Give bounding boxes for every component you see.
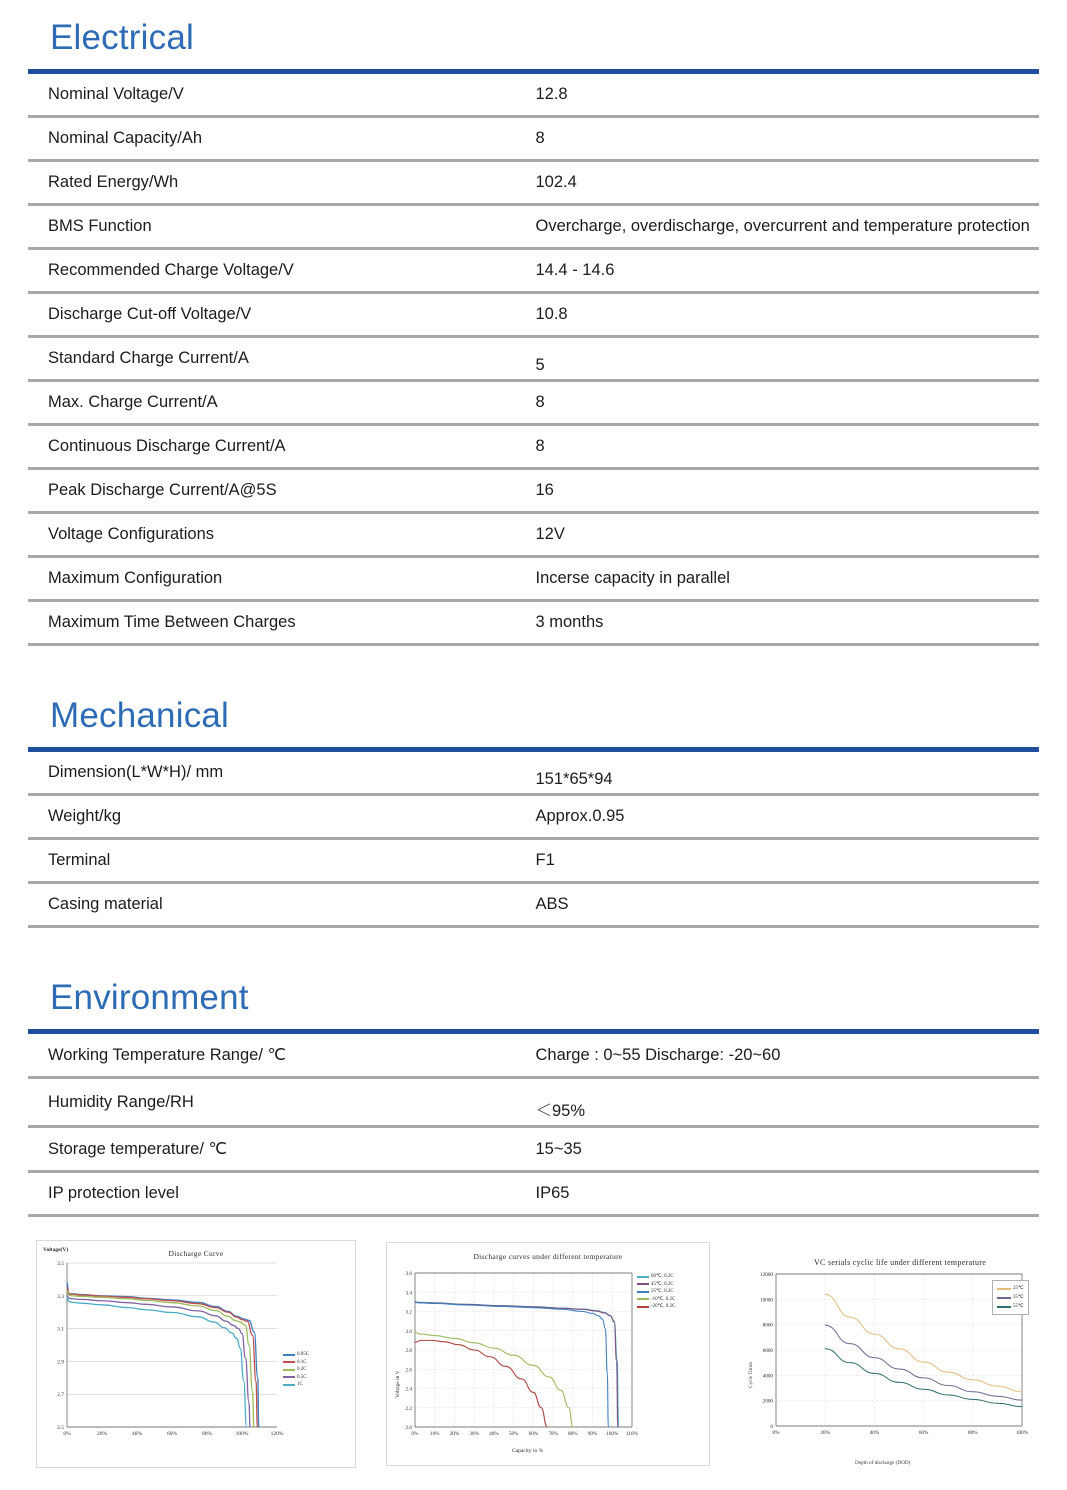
table-row (28, 795, 1039, 839)
spec-value: Overcharge, overdischarge, overcurrent and temperature protection (534, 205, 1040, 249)
legend-swatch (637, 1291, 649, 1293)
table-row (28, 293, 1039, 337)
spec-value: 8 (534, 381, 1040, 425)
svg-text:2000: 2000 (762, 1398, 773, 1405)
legend-item (637, 1303, 675, 1311)
chart3-xlabel: Depth of discharge (DOD) (855, 1460, 911, 1466)
chart2-legend (637, 1273, 675, 1311)
table-row (28, 752, 1039, 795)
legend-swatch (637, 1298, 649, 1300)
legend-label: -20℃, 0.2C (651, 1304, 676, 1309)
spec-label: Recommended Charge Voltage/V (28, 249, 534, 293)
spec-label: Nominal Capacity/Ah (28, 117, 534, 161)
legend-item (997, 1293, 1024, 1302)
legend-label: 0.5C (297, 1374, 307, 1380)
svg-text:3.2: 3.2 (405, 1309, 412, 1316)
legend-label: 1C (297, 1382, 303, 1387)
chart1-title: Discharge Curve (168, 1249, 224, 1258)
svg-text:8000: 8000 (762, 1322, 773, 1329)
spec-label: Maximum Configuration (28, 557, 534, 601)
spec-label: Max. Charge Current/A (28, 381, 534, 425)
table-row (28, 839, 1039, 883)
svg-text:90%: 90% (587, 1431, 598, 1437)
chart1-ylabel: Voltage(V) (43, 1247, 69, 1253)
spec-table-mechanical (28, 747, 1039, 928)
table-row (28, 249, 1039, 293)
svg-text:12000: 12000 (760, 1272, 773, 1278)
svg-text:80%: 80% (568, 1431, 578, 1437)
spec-label: Voltage Configurations (28, 513, 534, 557)
spec-value: Incerse capacity in parallel (534, 557, 1040, 601)
svg-text:60%: 60% (918, 1430, 929, 1436)
spec-value: 5 (534, 337, 1040, 381)
legend-swatch (283, 1369, 295, 1371)
spec-table-environment (28, 1029, 1039, 1217)
spec-label: Dimension(L*W*H)/ mm (28, 752, 534, 795)
table-row (28, 883, 1039, 927)
legend-item (997, 1284, 1024, 1293)
spec-label: Continuous Discharge Current/A (28, 425, 534, 469)
table-row (28, 425, 1039, 469)
svg-text:60%: 60% (166, 1431, 178, 1437)
svg-text:120%: 120% (270, 1431, 284, 1437)
svg-text:50%: 50% (508, 1431, 519, 1437)
spec-label: Standard Charge Current/A (28, 337, 534, 381)
legend-item (283, 1351, 309, 1359)
table-row (28, 74, 1039, 117)
table-row (28, 557, 1039, 601)
spec-value: 102.4 (534, 161, 1040, 205)
svg-text:3.6: 3.6 (405, 1271, 412, 1277)
svg-text:3.4: 3.4 (405, 1290, 412, 1297)
spec-label: BMS Function (28, 205, 534, 249)
table-row (28, 337, 1039, 381)
legend-item (637, 1273, 675, 1281)
legend-item (283, 1359, 309, 1367)
legend-label: 25℃ (1013, 1286, 1024, 1291)
spec-label: Storage temperature/ ℃ (28, 1127, 534, 1172)
legend-item (283, 1374, 309, 1382)
chart-discharge-curve (36, 1240, 356, 1468)
legend-swatch (283, 1384, 295, 1386)
section-title-electrical: Electrical (50, 18, 194, 57)
svg-text:0: 0 (770, 1424, 773, 1430)
svg-text:40%: 40% (131, 1431, 143, 1437)
chart2-ylabel: Voltage in V (395, 1370, 401, 1398)
spec-label: Terminal (28, 839, 534, 883)
spec-label: Discharge Cut-off Voltage/V (28, 293, 534, 337)
svg-text:0%: 0% (63, 1431, 71, 1437)
legend-label: 0.1C (297, 1359, 307, 1365)
svg-text:70%: 70% (548, 1431, 558, 1437)
legend-swatch (637, 1283, 649, 1285)
svg-text:3.1: 3.1 (57, 1326, 64, 1333)
spec-label: Weight/kg (28, 795, 534, 839)
svg-text:0%: 0% (772, 1430, 780, 1436)
svg-text:20%: 20% (449, 1431, 460, 1437)
table-row (28, 1078, 1039, 1127)
section-title-environment: Environment (50, 978, 249, 1017)
legend-label: 35℃ (1013, 1295, 1024, 1300)
chart-cycle-life (740, 1236, 1060, 1468)
spec-label: Rated Energy/Wh (28, 161, 534, 205)
svg-text:110%: 110% (626, 1431, 638, 1437)
legend-item (637, 1288, 675, 1296)
svg-text:2.0: 2.0 (405, 1425, 412, 1431)
chart2-title: Discharge curves under different temperature (473, 1252, 623, 1261)
legend-swatch (637, 1306, 649, 1308)
legend-item (637, 1296, 675, 1304)
chart-discharge-temperature (386, 1242, 710, 1466)
chart3-ylabel: Cycle Times (748, 1361, 754, 1388)
section-mechanical (28, 698, 1039, 928)
svg-text:2.7: 2.7 (57, 1392, 64, 1399)
svg-text:80%: 80% (968, 1430, 978, 1436)
spec-label: Working Temperature Range/ ℃ (28, 1034, 534, 1078)
legend-swatch (283, 1361, 295, 1363)
svg-text:3.0: 3.0 (405, 1328, 412, 1335)
spec-value: 8 (534, 425, 1040, 469)
chart3-legend (992, 1280, 1029, 1315)
table-row (28, 1127, 1039, 1172)
table-row (28, 161, 1039, 205)
spec-value: ＜95% (534, 1078, 1040, 1127)
svg-text:6000: 6000 (762, 1348, 773, 1354)
svg-text:3.5: 3.5 (57, 1261, 64, 1267)
legend-item (283, 1381, 309, 1389)
legend-item (637, 1281, 675, 1289)
spec-label: Humidity Range/RH (28, 1078, 534, 1127)
svg-text:60%: 60% (528, 1431, 539, 1437)
spec-value: F1 (534, 839, 1040, 883)
svg-text:3.3: 3.3 (57, 1293, 64, 1300)
legend-label: 55℃ (1013, 1304, 1024, 1309)
svg-text:2.8: 2.8 (405, 1348, 412, 1354)
legend-swatch (283, 1354, 295, 1356)
svg-text:30%: 30% (469, 1431, 479, 1437)
svg-text:40%: 40% (869, 1430, 880, 1436)
table-row (28, 205, 1039, 249)
legend-label: 45℃, 0.2C (651, 1281, 674, 1287)
section-environment (28, 980, 1039, 1217)
svg-text:80%: 80% (201, 1431, 213, 1437)
legend-swatch (283, 1376, 295, 1378)
table-row (28, 1034, 1039, 1078)
chart1-legend (283, 1351, 309, 1389)
svg-text:2.9: 2.9 (57, 1359, 64, 1366)
spec-label: Peak Discharge Current/A@5S (28, 469, 534, 513)
spec-value: Charge : 0~55 Discharge: -20~60 (534, 1034, 1040, 1078)
spec-value: 15~35 (534, 1127, 1040, 1172)
legend-swatch (997, 1306, 1011, 1308)
spec-label: Maximum Time Between Charges (28, 601, 534, 645)
spec-value: 151*65*94 (534, 752, 1040, 795)
spec-value: Approx.0.95 (534, 795, 1040, 839)
svg-text:20%: 20% (820, 1430, 830, 1436)
svg-text:10000: 10000 (760, 1297, 773, 1304)
spec-value: 10.8 (534, 293, 1040, 337)
legend-item (283, 1366, 309, 1374)
svg-text:2.2: 2.2 (405, 1405, 412, 1412)
legend-label: 0.2C (297, 1367, 307, 1372)
spec-value: 8 (534, 117, 1040, 161)
spec-value: 12.8 (534, 74, 1040, 117)
svg-text:20%: 20% (96, 1431, 108, 1437)
legend-label: 60℃, 0.2C (651, 1274, 674, 1279)
legend-swatch (997, 1297, 1011, 1299)
table-row (28, 469, 1039, 513)
spec-value: ABS (534, 883, 1040, 927)
legend-swatch (637, 1276, 649, 1278)
svg-text:100%: 100% (606, 1431, 619, 1437)
table-row (28, 1172, 1039, 1216)
svg-text:2.6: 2.6 (405, 1367, 412, 1374)
legend-label: 25℃, 0.2C (651, 1289, 674, 1294)
table-row (28, 381, 1039, 425)
spec-value: 16 (534, 469, 1040, 513)
svg-text:100%: 100% (235, 1431, 249, 1437)
spec-label: Casing material (28, 883, 534, 927)
chart2-xlabel: Capacity in % (512, 1448, 544, 1454)
svg-text:2.5: 2.5 (57, 1425, 64, 1431)
table-row (28, 513, 1039, 557)
svg-text:4000: 4000 (762, 1373, 773, 1380)
spec-table-electrical (28, 69, 1039, 646)
svg-text:2.4: 2.4 (405, 1386, 412, 1393)
chart3-title: VC serials cyclic life under different temperature (813, 1258, 987, 1267)
spec-value: 12V (534, 513, 1040, 557)
spec-value: IP65 (534, 1172, 1040, 1216)
legend-swatch (997, 1288, 1011, 1290)
svg-text:40%: 40% (489, 1431, 499, 1437)
table-row (28, 601, 1039, 645)
table-row (28, 117, 1039, 161)
legend-label: 0.05C (297, 1352, 310, 1357)
charts-strip (0, 1232, 1067, 1472)
legend-label: -10℃, 0.2C (651, 1296, 676, 1302)
spec-value: 3 months (534, 601, 1040, 645)
spec-label: Nominal Voltage/V (28, 74, 534, 117)
spec-label: IP protection level (28, 1172, 534, 1216)
section-electrical (28, 0, 1039, 646)
svg-text:0%: 0% (411, 1431, 419, 1437)
svg-text:10%: 10% (429, 1431, 440, 1437)
legend-item (997, 1302, 1024, 1311)
section-title-mechanical: Mechanical (50, 696, 230, 735)
spec-value: 14.4 - 14.6 (534, 249, 1040, 293)
svg-text:100%: 100% (1015, 1430, 1029, 1436)
